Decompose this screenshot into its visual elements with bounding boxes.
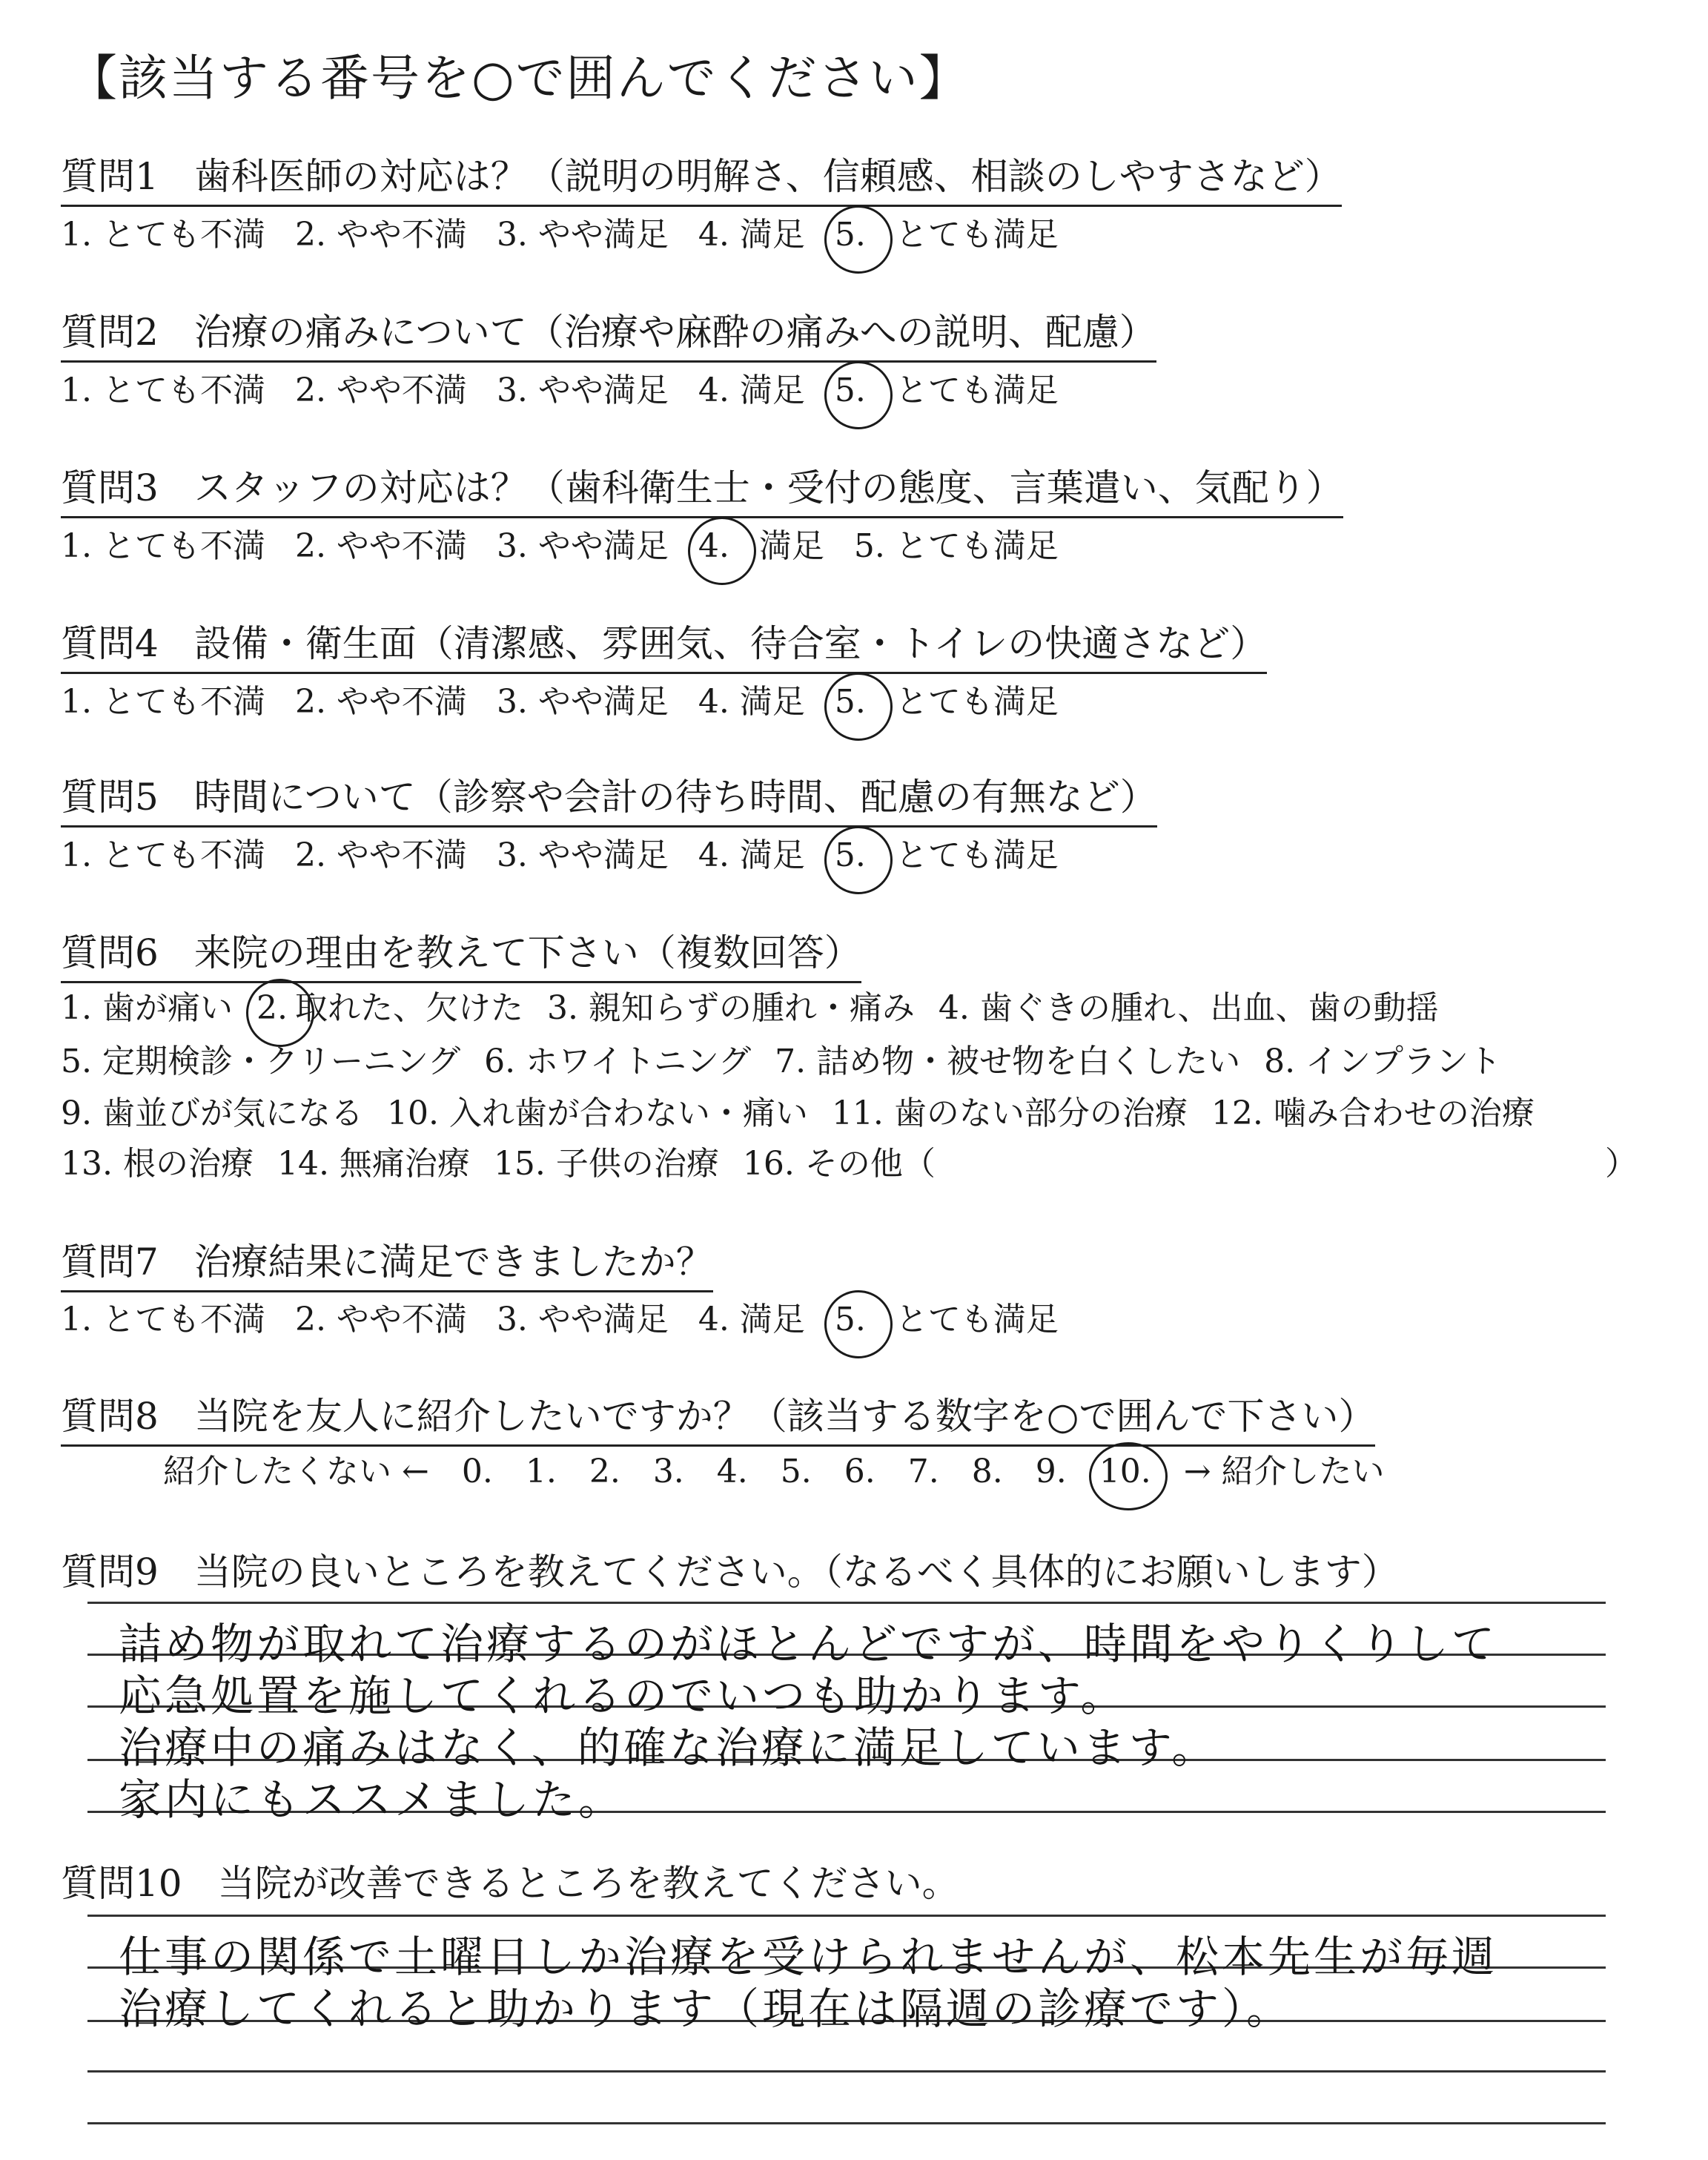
reason-8[interactable]: 8. インプラント — [1264, 1043, 1502, 1080]
option-1[interactable]: 1. とても不満 — [61, 527, 265, 565]
option-5-label: とても満足 — [895, 683, 1059, 721]
option-5-label: とても満足 — [895, 1301, 1059, 1338]
question-text: 当院の良いところを教えてください。（なるべく具体的にお願いします） — [193, 1550, 1399, 1593]
option-5[interactable]: 5. とても満足 — [853, 527, 1059, 565]
scale-0[interactable]: 0. — [461, 1453, 493, 1490]
question-text: 当院が改善できるところを教えてください。 — [217, 1862, 959, 1905]
recommend-scale — [163, 1444, 1407, 1492]
option-4[interactable]: 4. 満足 — [698, 1301, 805, 1338]
question-2 — [61, 303, 1156, 363]
answer-line — [87, 2122, 1606, 2124]
option-5-circled[interactable]: 5. — [834, 836, 866, 874]
reason-14[interactable]: 14. 無痛治療 — [277, 1145, 470, 1183]
option-2[interactable]: 2. やや不満 — [294, 216, 467, 254]
question-text: スタッフの対応は？（歯科衛生士・受付の態度、言葉遣い、気配り） — [193, 466, 1343, 509]
reason-13[interactable]: 13. 根の治療 — [61, 1145, 254, 1183]
option-3[interactable]: 3. やや満足 — [496, 836, 669, 874]
reason-6[interactable]: 6. ホワイトニング — [484, 1043, 752, 1080]
q5-options — [61, 828, 1078, 876]
scale-right-label: → 紹介したい — [1183, 1453, 1385, 1490]
question-number: 質問4 — [61, 622, 159, 665]
option-1[interactable]: 1. とても不満 — [61, 216, 265, 254]
question-3 — [61, 458, 1343, 518]
question-number: 質問10 — [61, 1862, 182, 1905]
scale-4[interactable]: 4. — [716, 1453, 748, 1490]
question-number: 質問2 — [61, 311, 159, 354]
answer-line — [87, 2070, 1606, 2073]
q6-row-1 — [61, 981, 1463, 1028]
option-4-label: 満足 — [758, 527, 824, 565]
question-8 — [61, 1387, 1375, 1447]
reason-9[interactable]: 9. 歯並びが気になる — [61, 1094, 363, 1132]
option-1[interactable]: 1. とても不満 — [61, 371, 265, 409]
scale-3[interactable]: 3. — [652, 1453, 684, 1490]
question-text: 当院を友人に紹介したいですか？（該当する数字を○で囲んで下さい） — [193, 1395, 1376, 1438]
reason-2-circled[interactable]: 2. — [256, 989, 288, 1027]
scale-5[interactable]: 5. — [780, 1453, 812, 1490]
q3-options — [61, 519, 1078, 567]
q6-row-3 — [61, 1086, 1558, 1134]
q9-answer-line-1: 詰め物が取れて治療するのがほとんどですが、時間をやりくりして — [119, 1619, 1498, 1669]
scale-8[interactable]: 8. — [971, 1453, 1003, 1490]
question-number: 質問5 — [61, 776, 159, 819]
page-header: 【該当する番号を○で囲んでください】 — [68, 50, 970, 107]
q9-answer-line-4: 家内にもススメました。 — [119, 1774, 625, 1825]
option-2[interactable]: 2. やや不満 — [294, 1301, 467, 1338]
reason-1[interactable]: 1. 歯が痛い — [61, 989, 233, 1027]
option-2[interactable]: 2. やや不満 — [294, 683, 467, 721]
question-number: 質問7 — [61, 1241, 159, 1284]
reason-4[interactable]: 4. 歯ぐきの腫れ、出血、歯の動揺 — [938, 989, 1439, 1027]
question-7 — [61, 1232, 713, 1292]
reason-10[interactable]: 10. 入れ歯が合わない・痛い — [386, 1094, 808, 1132]
q2-options — [61, 363, 1078, 411]
option-2[interactable]: 2. やや不満 — [294, 527, 467, 565]
option-1[interactable]: 1. とても不満 — [61, 683, 265, 721]
scale-10-circled[interactable]: 10. — [1099, 1453, 1151, 1490]
q9-answer-line-3: 治療中の痛みはなく、的確な治療に満足しています。 — [119, 1723, 1218, 1773]
question-text: 治療結果に満足できましたか？ — [193, 1241, 713, 1284]
option-1[interactable]: 1. とても不満 — [61, 1301, 265, 1338]
option-2[interactable]: 2. やや不満 — [294, 836, 467, 874]
option-4[interactable]: 4. 満足 — [698, 683, 805, 721]
option-4-circled[interactable]: 4. — [698, 527, 729, 565]
scale-6[interactable]: 6. — [844, 1453, 875, 1490]
option-5-label: とても満足 — [895, 836, 1059, 874]
reason-7[interactable]: 7. 詰め物・被せ物を白くしたい — [775, 1043, 1241, 1080]
q7-options — [61, 1292, 1078, 1340]
option-5-label: とても満足 — [895, 216, 1059, 254]
q1-options — [61, 208, 1078, 255]
reason-11[interactable]: 11. 歯のない部分の治療 — [831, 1094, 1188, 1132]
q6-row-2 — [61, 1034, 1525, 1082]
option-3[interactable]: 3. やや満足 — [496, 527, 669, 565]
option-3[interactable]: 3. やや満足 — [496, 216, 669, 254]
q10-answer-line-1: 仕事の関係で土曜日しか治療を受けられませんが、松本先生が毎週 — [119, 1932, 1498, 1982]
scale-2[interactable]: 2. — [589, 1453, 620, 1490]
reason-5[interactable]: 5. 定期検診・クリーニング — [61, 1043, 461, 1080]
reason-16[interactable]: 16. その他（ — [742, 1145, 936, 1183]
reason-16-close-paren: ） — [1605, 1145, 1638, 1183]
reason-12[interactable]: 12. 噛み合わせの治療 — [1211, 1094, 1535, 1132]
q10-answer-line-2: 治療してくれると助かります（現在は隔週の診療です）。 — [119, 1984, 1293, 2034]
question-10 — [61, 1854, 959, 1907]
question-text: 時間について（診察や会計の待ち時間、配慮の有無など） — [193, 776, 1157, 819]
option-2[interactable]: 2. やや不満 — [294, 371, 467, 409]
question-number: 質問9 — [61, 1550, 159, 1593]
reason-15[interactable]: 15. 子供の治療 — [493, 1145, 719, 1183]
question-4 — [61, 614, 1267, 674]
option-5-circled[interactable]: 5. — [834, 371, 866, 409]
reason-3[interactable]: 3. 親知らずの腫れ・痛み — [546, 989, 915, 1027]
q9-answer-line-2: 応急処置を施してくれるのでいつも助かります。 — [119, 1671, 1127, 1721]
question-text: 来院の理由を教えて下さい（複数回答） — [193, 931, 861, 974]
answer-line — [87, 1915, 1606, 1917]
option-5-circled[interactable]: 5. — [834, 1301, 866, 1338]
question-number: 質問3 — [61, 466, 159, 509]
option-1[interactable]: 1. とても不満 — [61, 836, 265, 874]
q4-options — [61, 675, 1078, 722]
scale-7[interactable]: 7. — [907, 1453, 939, 1490]
question-number: 質問6 — [61, 931, 159, 974]
answer-line — [87, 1602, 1606, 1604]
question-9 — [61, 1542, 1399, 1596]
question-6 — [61, 923, 861, 983]
option-5-circled[interactable]: 5. — [834, 683, 866, 721]
question-1 — [61, 147, 1342, 207]
option-4[interactable]: 4. 満足 — [698, 836, 805, 874]
question-text: 治療の痛みについて（治療や麻酔の痛みへの説明、配慮） — [193, 311, 1156, 354]
option-4[interactable]: 4. 満足 — [698, 216, 805, 254]
question-text: 歯科医師の対応は？（説明の明解さ、信頼感、相談のしやすさなど） — [193, 155, 1342, 198]
question-number: 質問8 — [61, 1395, 159, 1438]
option-5-label: とても満足 — [895, 371, 1059, 409]
scale-left-label: 紹介したくない ← — [163, 1453, 429, 1490]
scale-1[interactable]: 1. — [525, 1453, 557, 1490]
option-5-circled[interactable]: 5. — [834, 216, 866, 254]
scale-9[interactable]: 9. — [1035, 1453, 1067, 1490]
question-5 — [61, 767, 1157, 828]
option-3[interactable]: 3. やや満足 — [496, 1301, 669, 1338]
option-3[interactable]: 3. やや満足 — [496, 371, 669, 409]
option-4[interactable]: 4. 満足 — [698, 371, 805, 409]
question-text: 設備・衛生面（清潔感、雰囲気、待合室・トイレの快適さなど） — [193, 622, 1268, 665]
reason-2-label: 取れた、欠けた — [294, 989, 523, 1027]
option-3[interactable]: 3. やや満足 — [496, 683, 669, 721]
question-number: 質問1 — [61, 155, 159, 198]
q6-row-4 — [61, 1137, 959, 1184]
